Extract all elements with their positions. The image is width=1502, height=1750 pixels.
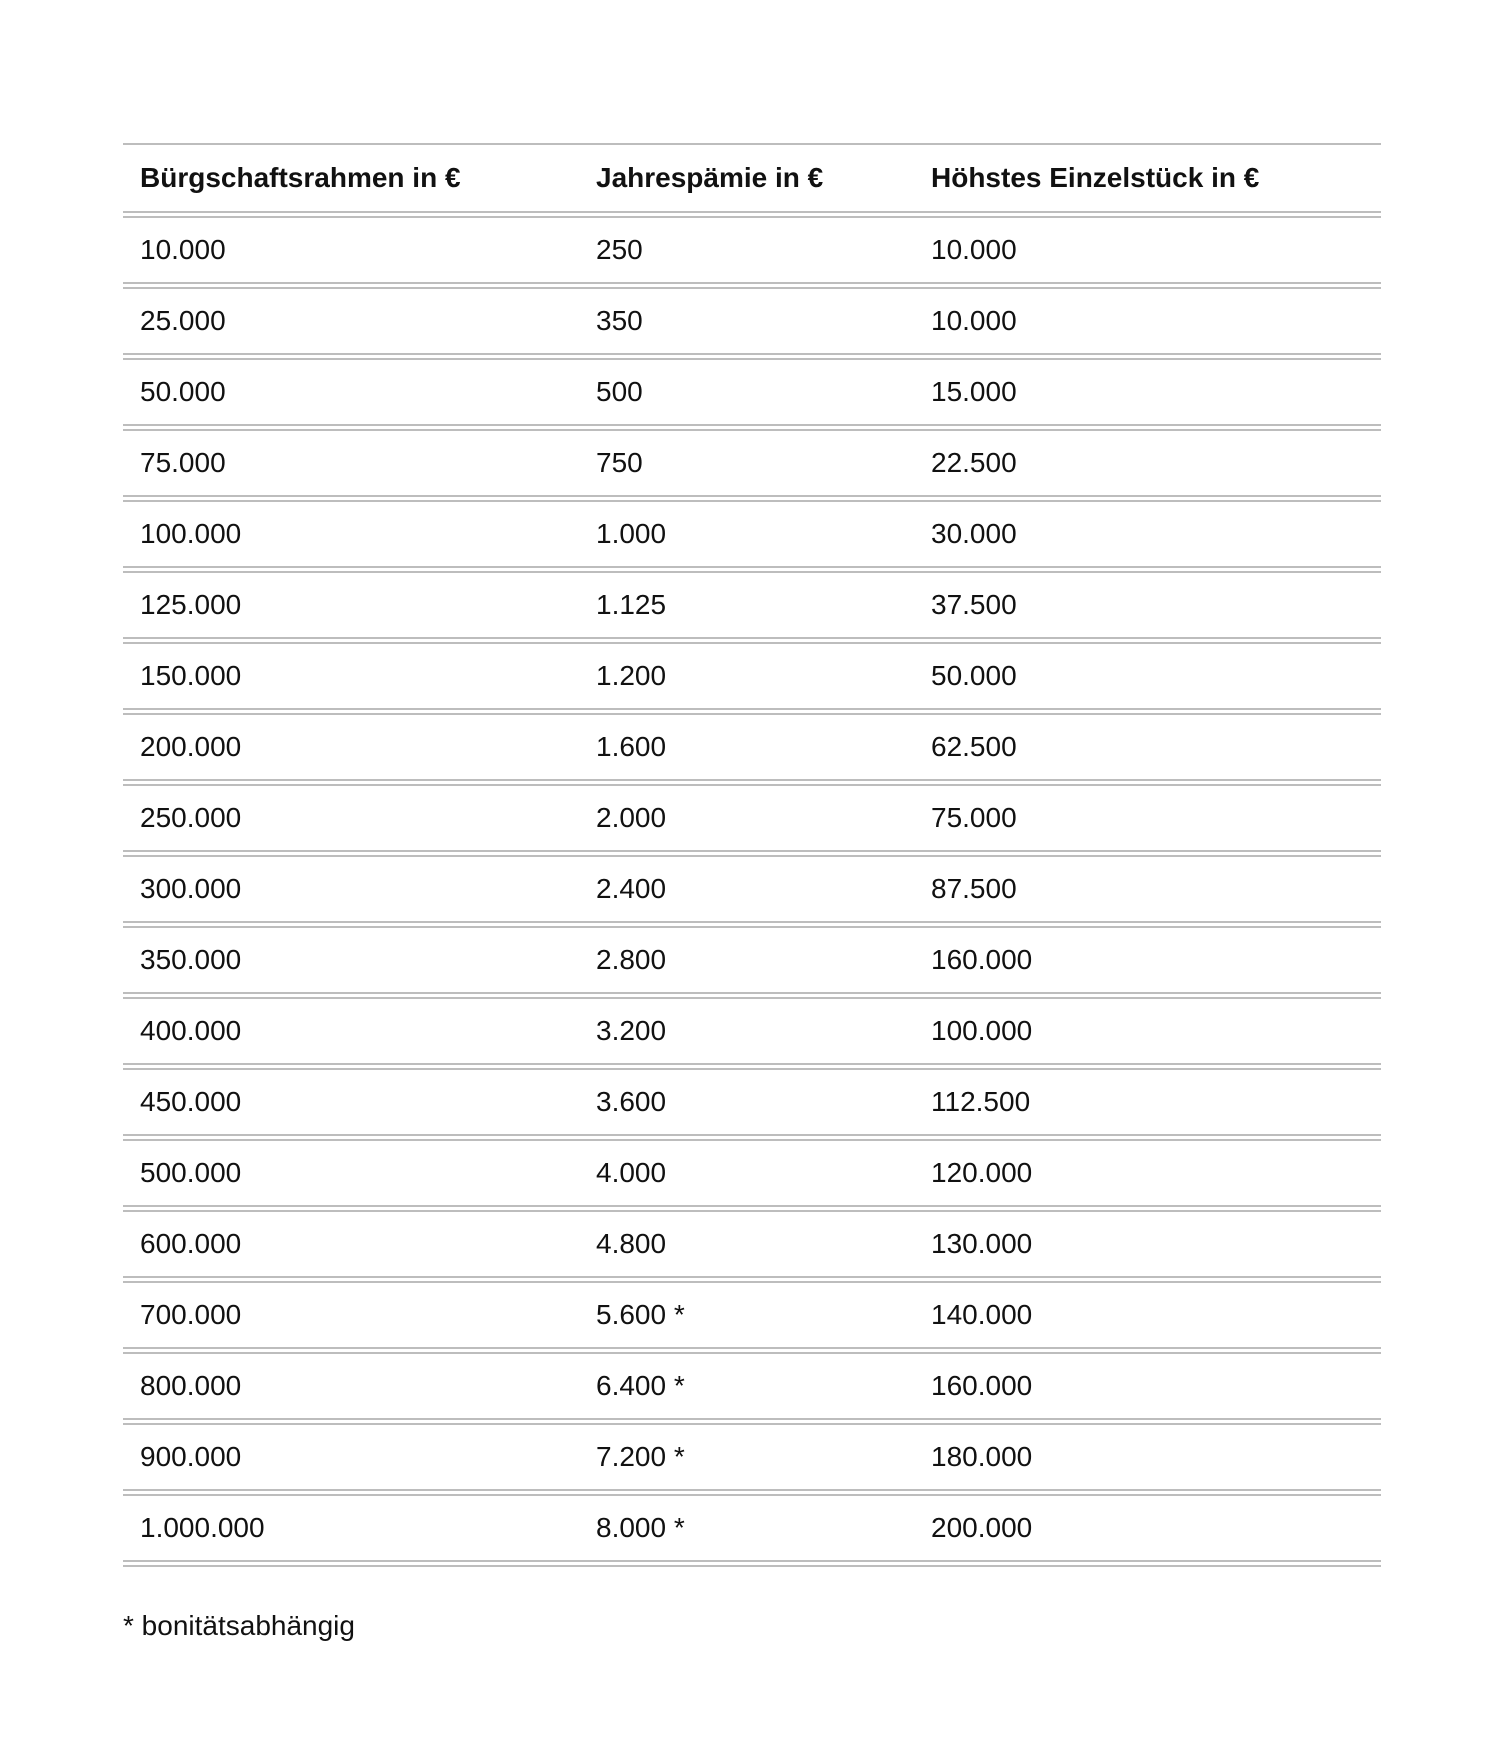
- table-row: [123, 360, 1381, 424]
- table-row: [123, 1070, 1381, 1134]
- cell-hoechstes-einzelstueck: 15.000: [931, 376, 1017, 407]
- cell-hoechstes-einzelstueck: 62.500: [931, 731, 1017, 762]
- table-rule: [123, 353, 1381, 360]
- cell-buergschaftsrahmen: 150.000: [140, 660, 242, 691]
- table-row: [123, 644, 1381, 708]
- cell-jahrespraemie: 2.800: [596, 944, 667, 975]
- cell-buergschaftsrahmen: 75.000: [140, 447, 226, 478]
- cell-buergschaftsrahmen: 125.000: [140, 589, 242, 620]
- table-row: [123, 857, 1381, 921]
- cell-buergschaftsrahmen: 300.000: [140, 873, 242, 904]
- cell-jahrespraemie: 4.800: [596, 1228, 667, 1259]
- table-rule: [123, 282, 1381, 289]
- cell-hoechstes-einzelstueck: 200.000: [931, 1512, 1033, 1543]
- table-row: [123, 1425, 1381, 1489]
- table-rule: [123, 1560, 1381, 1567]
- table-row: [123, 1212, 1381, 1276]
- cell-buergschaftsrahmen: 700.000: [140, 1299, 242, 1330]
- cell-hoechstes-einzelstueck: 140.000: [931, 1299, 1033, 1330]
- table-rule: [123, 637, 1381, 644]
- cell-buergschaftsrahmen: 450.000: [140, 1086, 242, 1117]
- cell-jahrespraemie: 8.000 *: [596, 1512, 685, 1543]
- cell-hoechstes-einzelstueck: 100.000: [931, 1015, 1033, 1046]
- cell-buergschaftsrahmen: 350.000: [140, 944, 242, 975]
- cell-buergschaftsrahmen: 250.000: [140, 802, 242, 833]
- table-row: [123, 715, 1381, 779]
- cell-buergschaftsrahmen: 900.000: [140, 1441, 242, 1472]
- cell-jahrespraemie: 1.000: [596, 518, 667, 549]
- cell-hoechstes-einzelstueck: 180.000: [931, 1441, 1033, 1472]
- cell-buergschaftsrahmen: 1.000.000: [140, 1512, 265, 1543]
- table-row: [123, 573, 1381, 637]
- table-rule: [123, 1276, 1381, 1283]
- table-rule: [123, 921, 1381, 928]
- footnote: * bonitätsabhängig: [123, 1610, 355, 1641]
- table-rule: [123, 1489, 1381, 1496]
- cell-hoechstes-einzelstueck: 130.000: [931, 1228, 1033, 1259]
- cell-jahrespraemie: 750: [596, 447, 643, 478]
- table-row: [123, 999, 1381, 1063]
- cell-buergschaftsrahmen: 400.000: [140, 1015, 242, 1046]
- table-row: [123, 431, 1381, 495]
- cell-jahrespraemie: 4.000: [596, 1157, 667, 1188]
- cell-jahrespraemie: 500: [596, 376, 643, 407]
- cell-jahrespraemie: 1.200: [596, 660, 667, 691]
- table-rule: [123, 1063, 1381, 1070]
- header-buergschaftsrahmen: Bürgschaftsrahmen in €: [140, 162, 461, 193]
- cell-jahrespraemie: 6.400 *: [596, 1370, 685, 1401]
- cell-buergschaftsrahmen: 50.000: [140, 376, 226, 407]
- cell-jahrespraemie: 250: [596, 234, 643, 265]
- table-rule: [123, 779, 1381, 786]
- table-row: [123, 502, 1381, 566]
- cell-buergschaftsrahmen: 800.000: [140, 1370, 242, 1401]
- cell-hoechstes-einzelstueck: 37.500: [931, 589, 1017, 620]
- table-row: [123, 786, 1381, 850]
- pricing-table: [123, 143, 1381, 1567]
- cell-jahrespraemie: 350: [596, 305, 643, 336]
- table-row: [123, 289, 1381, 353]
- cell-jahrespraemie: 1.125: [596, 589, 667, 620]
- table-rule: [123, 1418, 1381, 1425]
- cell-hoechstes-einzelstueck: 160.000: [931, 944, 1033, 975]
- table-rule: [123, 566, 1381, 573]
- cell-jahrespraemie: 5.600 *: [596, 1299, 685, 1330]
- table-rule: [123, 211, 1381, 218]
- cell-jahrespraemie: 2.000: [596, 802, 667, 833]
- table-header-row: [123, 145, 1381, 211]
- cell-hoechstes-einzelstueck: 120.000: [931, 1157, 1033, 1188]
- cell-hoechstes-einzelstueck: 160.000: [931, 1370, 1033, 1401]
- cell-hoechstes-einzelstueck: 10.000: [931, 234, 1017, 265]
- cell-buergschaftsrahmen: 200.000: [140, 731, 242, 762]
- header-jahrespraemie: Jahrespämie in €: [596, 162, 824, 193]
- table-row: [123, 1496, 1381, 1560]
- table-row: [123, 928, 1381, 992]
- table-rule: [123, 495, 1381, 502]
- table-row: [123, 1141, 1381, 1205]
- table-row: [123, 1283, 1381, 1347]
- cell-hoechstes-einzelstueck: 30.000: [931, 518, 1017, 549]
- table-rule: [123, 1347, 1381, 1354]
- cell-jahrespraemie: 2.400: [596, 873, 667, 904]
- cell-buergschaftsrahmen: 10.000: [140, 234, 226, 265]
- header-hoechstes-einzelstueck: Höhstes Einzelstück in €: [931, 162, 1260, 193]
- cell-hoechstes-einzelstueck: 112.500: [931, 1086, 1031, 1117]
- cell-buergschaftsrahmen: 600.000: [140, 1228, 242, 1259]
- cell-jahrespraemie: 3.600: [596, 1086, 667, 1117]
- cell-hoechstes-einzelstueck: 22.500: [931, 447, 1017, 478]
- cell-hoechstes-einzelstueck: 75.000: [931, 802, 1017, 833]
- table-body: [123, 211, 1381, 1567]
- table-rule: [123, 1205, 1381, 1212]
- table-rule: [123, 424, 1381, 431]
- cell-jahrespraemie: 3.200: [596, 1015, 667, 1046]
- cell-buergschaftsrahmen: 500.000: [140, 1157, 242, 1188]
- table-rule: [123, 708, 1381, 715]
- table-rule: [123, 992, 1381, 999]
- cell-jahrespraemie: 7.200 *: [596, 1441, 685, 1472]
- cell-hoechstes-einzelstueck: 87.500: [931, 873, 1017, 904]
- table-rule: [123, 850, 1381, 857]
- table-row: [123, 1354, 1381, 1418]
- table-rule: [123, 1134, 1381, 1141]
- cell-jahrespraemie: 1.600: [596, 731, 667, 762]
- table-row: [123, 218, 1381, 282]
- cell-hoechstes-einzelstueck: 50.000: [931, 660, 1017, 691]
- cell-hoechstes-einzelstueck: 10.000: [931, 305, 1017, 336]
- cell-buergschaftsrahmen: 100.000: [140, 518, 242, 549]
- cell-buergschaftsrahmen: 25.000: [140, 305, 226, 336]
